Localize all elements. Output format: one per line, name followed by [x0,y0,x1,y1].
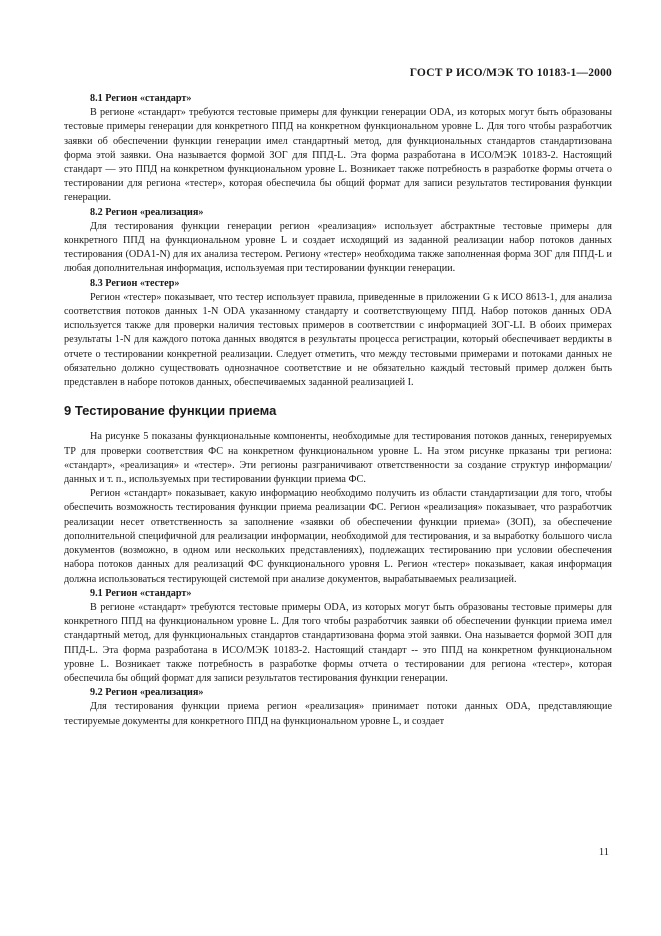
page-number: 11 [598,847,609,858]
section-9-paragraph-2: Регион «стандарт» показывает, какую информацию необходимо получить из области стандартизации для того, чтобы обеспечить возможность тестирования функции приема реализации ФС. Регион «реализация» показывает, что разработчик реализации несет ответственность за заполнение «заявки об обеспечении функции приема» (ЗОП), за обеспечение дополнительной специфичной для реализации информации, необходимой для тестирования, и за выработку большого числа документов (возможно, в одном или нескольких представлениях), подлежащих тестированию при условии обеспечения набора потоков данных для реализаций ФС функционального уровня L. Регион «тестер» показывает, какая информация должна использоваться тестирующей системой при анализе документов, вырабатываемых реализацией. [64,488,612,585]
subsection-8-1-title: 8.1 Регион «стандарт» [90,93,192,104]
subsection-9-2-title: 9.2 Регион «реализация» [90,687,204,699]
subsection-8-2-title: 8.2 Регион «реализация» [90,206,204,218]
subsection-9-2-text: Для тестирования функции приема регион «реализация» принимает потоки данных ODA, представляющие тестируемые документы для конкретного ППД на функциональном уровне L, и создает [64,701,612,727]
section-9-paragraph-1: На рисунке 5 показаны функциональные компоненты, необходимые для тестирования потоков данных, генерируемых ТР для проверки соответствия ФС на конкретном функциональном уровне L. На этом рисунке прказаны три региона: «стандарт», «реализация» и «тестер». Эти регионы разграничивают ответственности за создание структур информации/данных и т. п., используемых при тестировании функции приема ФС. [64,431,612,486]
subsection-8-3-title: 8.3 Регион «тестер» [90,277,180,289]
page-content [64,92,612,729]
document-header: ГОСТ Р ИСО/МЭК ТО 10183-1—2000 [409,67,612,79]
subsection-9-1-text: В регионе «стандарт» требуются тестовые примеры ODA, из которых могут быть образованы тестовые примеры для конкретного ППД на функциональном уровне L. Для того чтобы разработчик заявки об обеспечении функции приема имел стандартный метод, для функциональных стандартов стандартизована форма этой заявки. Она называется формой ЗОП для ППД-L. Эта форма разработана в ИСО/МЭК 10183-2. Настоящий стандарт -- это ППД на конкретном функциональном уровне L. Возникает также потребность в разработке формы отчета о тестировании для региона «тестер», которая обеспечила бы общий формат для записи результатов тестирования функции генерации. [64,601,612,684]
subsection-8-3-text: Регион «тестер» показывает, что тестер использует правила, приведенные в приложении G к ИСО 8613-1, для анализа соответствия потоков данных 1-N ODA указанному стандарту и соответствующему ППД. Набор потоков данных ODA используется также для проверки наличия тестовых примеров в соответствии с информацией ЗОГ-LI. В обоих примерах результаты 1-N для каждого потока данных вводятся в результаты процесса регистрации, который обеспечивает вердикты в отчете о тестировании конкретной реализации. Следует отметить, что между тестовыми примерами и потоками данных не обязательно должно существовать однозначное соответствие и не обязательно каждый тестовый пример должен быть представлен в наборе потоков данных, обеспечиваемых заданной реализацией I. [64,291,612,389]
subsection-8-2-text: Для тестирования функции генерации регион «реализация» использует абстрактные тестовые примеры для конкретного ППД на функциональном уровне L и создает исходящий из заданной реализации набор потоков данных тестирования (ODA1-N) для их анализа тестером. Региону «тестер» необходима также заполненная форма ЗОГ для ППД-L и любая дополнительная информация, используемая при тестировании функции генерации. [64,220,612,275]
subsection-8-1-text: В регионе «стандарт» требуются тестовые примеры для функции генерации ODA, из которых могут быть образованы тестовые примеры генерации для конкретного ППД на конкретном функциональном уровне L. Для того чтобы разработчик заявки об обеспечении функции генерации имел стандартный метод, для функциональных стандартов стандартизована форма этой заявки. Она называется формой ЗОГ для ППД-L. Эта форма разработана в ИСО/МЭК 10183-2. Настоящий стандарт — это ППД на конкретном функциональном уровне L. Возникает также потребность в разработке формы отчета о тестировании для региона «тестер», которая обеспечила бы общий формат для записи результатов тестирования функции генерации. [64,107,612,204]
section-9-heading: 9 Тестирование функции приема [64,403,277,419]
subsection-9-1-title: 9.1 Регион «стандарт» [90,587,192,599]
